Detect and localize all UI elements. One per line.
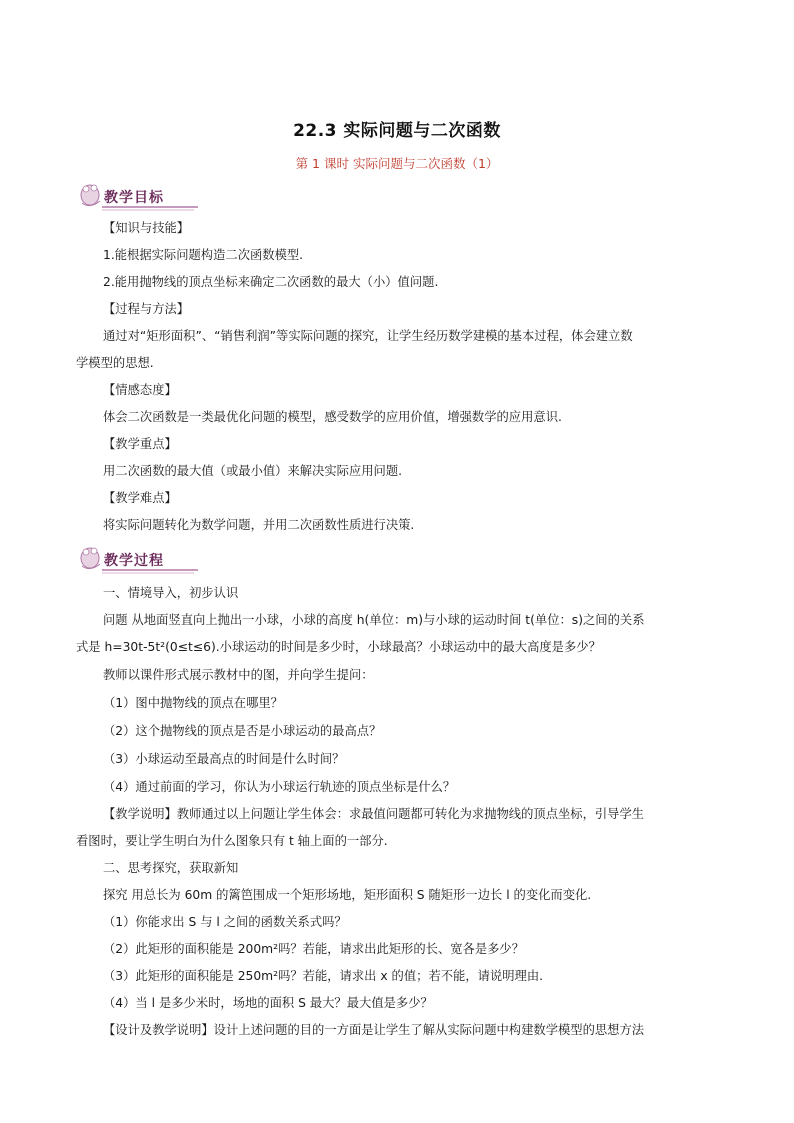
method-heading: 【过程与方法】: [103, 302, 190, 316]
problem-line2: 式是 h=30t-5t²(0≤t≤6).小球运动的时间是多少时，小球最高？小球运动中的最大高度是多少？: [76, 640, 601, 654]
question-2: （2）这个抛物线的顶点是否是小球运动的最高点？: [103, 724, 382, 738]
knowledge-item-1: 1.能根据实际问题构造二次函数模型.: [103, 248, 304, 262]
method-text-line1: 通过对“矩形面积”、“销售利润”等实际问题的探究，让学生经历数学建模的基本过程，体会建立数: [103, 329, 633, 343]
teaching-note-line1: 【教学说明】教师通过以上问题让学生体会：求最值问题都可转化为求抛物线的顶点坐标，引导学生: [103, 807, 645, 821]
section-title-goals: 教学目标: [104, 190, 164, 206]
part2-heading: 二、思考探究，获取新知: [103, 861, 239, 875]
difficulty-heading: 【教学难点】: [103, 491, 177, 505]
explore-question-2: （2）此矩形的面积能是 200m²吗？若能，请求出此矩形的长、宽各是多少？: [103, 942, 525, 956]
explore-question-3: （3）此矩形的面积能是 250m²吗？若能，请求出 x 的值；若不能，请说明理由.: [103, 969, 544, 983]
knowledge-heading: 【知识与技能】: [103, 221, 190, 235]
emotion-text: 体会二次函数是一类最优化问题的模型，感受数学的应用价值，增强数学的应用意识.: [103, 410, 562, 424]
key-heading: 【教学重点】: [103, 437, 177, 451]
method-text-line2: 学模型的思想.: [76, 356, 154, 370]
section-title-process: 教学过程: [104, 553, 164, 569]
difficulty-text: 将实际问题转化为数学问题，并用二次函数性质进行决策.: [103, 518, 415, 532]
knowledge-item-2: 2.能用抛物线的顶点坐标来确定二次函数的最大（小）值问题.: [103, 275, 439, 289]
page-subtitle: 第 1 课时 实际问题与二次函数（1）: [295, 156, 499, 171]
problem-line1: 问题 从地面竖直向上抛出一小球，小球的高度 h(单位：m)与小球的运动时间 t(单位：s)之间的关系: [103, 613, 645, 627]
explore-question-1: （1）你能求出 S 与 l 之间的函数关系式吗？: [103, 915, 347, 929]
teaching-note-line2: 看图时，要让学生明白为什么图象只有 t 轴上面的一部分.: [76, 834, 388, 848]
design-note: 【设计及教学说明】设计上述问题的目的一方面是让学生了解从实际问题中构建数学模型的思想方法: [103, 1023, 645, 1037]
explore-question-4: （4）当 l 是多少米时，场地的面积 S 最大？最大值是多少？: [103, 996, 433, 1010]
teacher-intro: 教师以课件形式展示教材中的图，并向学生提问：: [103, 668, 374, 682]
part1-heading: 一、情境导入，初步认识: [103, 586, 239, 600]
question-1: （1）图中抛物线的顶点在哪里？: [103, 696, 283, 710]
explore-text: 探究 用总长为 60m 的篱笆围成一个矩形场地，矩形面积 S 随矩形一边长 l 的变化而变化.: [103, 888, 592, 902]
emotion-heading: 【情感态度】: [103, 383, 177, 397]
section-banner-process: [76, 542, 204, 576]
section-banner-goals: [76, 179, 204, 213]
page-title: 22.3 实际问题与二次函数: [293, 121, 501, 141]
question-3: （3）小球运动至最高点的时间是什么时间？: [103, 752, 345, 766]
key-text: 用二次函数的最大值（或最小值）来解决实际应用问题.: [103, 464, 403, 478]
question-4: （4）通过前面的学习，你认为小球运行轨迹的顶点坐标是什么？: [103, 780, 456, 794]
